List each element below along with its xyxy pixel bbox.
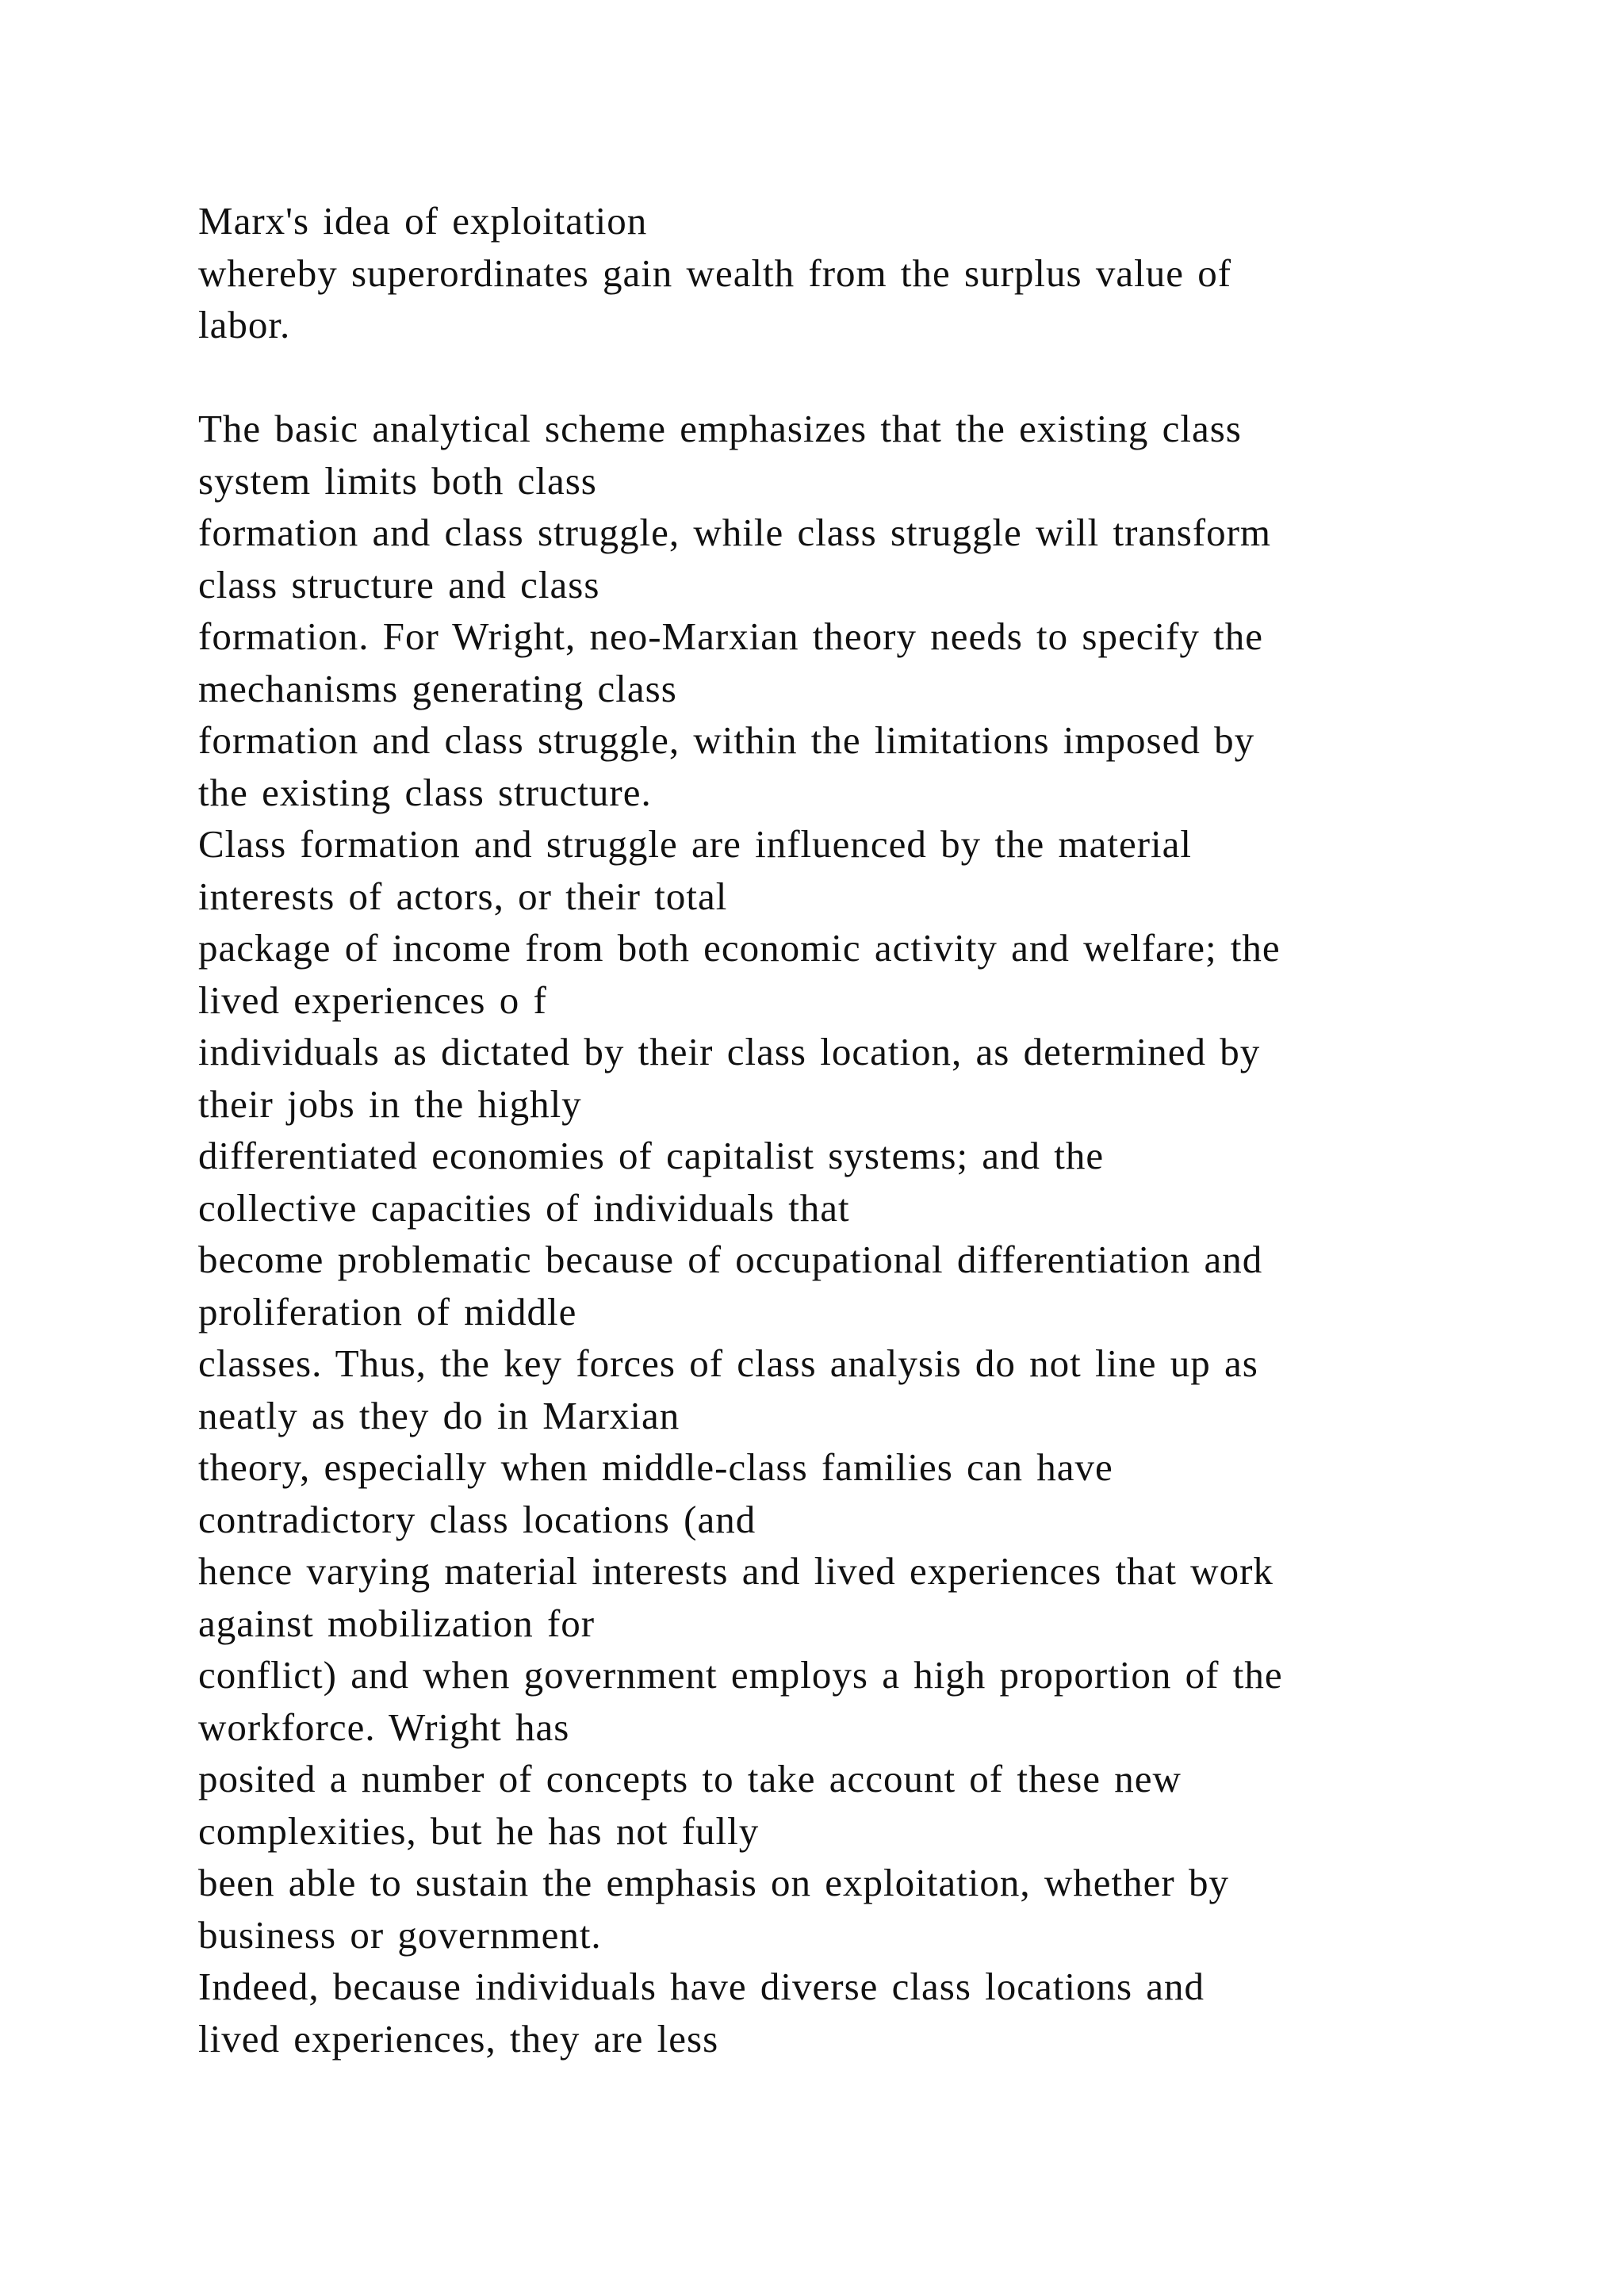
- text-line: complexities, but he has not fully: [198, 1808, 760, 1853]
- text-line: the existing class structure.: [198, 770, 652, 814]
- text-line: neatly as they do in Marxian: [198, 1393, 680, 1437]
- text-line: proliferation of middle: [198, 1289, 577, 1334]
- text-line: Class formation and struggle are influenced by the material: [198, 822, 1193, 866]
- text-line: formation and class struggle, within the limitations imposed by: [198, 718, 1255, 762]
- text-line: collective capacities of individuals that: [198, 1185, 850, 1230]
- text-line: interests of actors, or their total: [198, 874, 728, 918]
- text-line: been able to sustain the emphasis on exploitation, whether by: [198, 1861, 1229, 1904]
- text-line: formation and class struggle, while class struggle will transform: [198, 511, 1272, 554]
- text-line: workforce. Wright has: [198, 1705, 570, 1749]
- text-line: classes. Thus, the key forces of class analysis do not line up as: [198, 1341, 1258, 1385]
- paragraph-gap: [198, 351, 1507, 404]
- text-line: labor.: [198, 303, 291, 346]
- text-line: lived experiences o f: [198, 978, 547, 1022]
- text-line: mechanisms generating class: [198, 666, 677, 710]
- text-line: contradictory class locations (and: [198, 1497, 756, 1541]
- text-line: The basic analytical scheme emphasizes that the existing class: [198, 407, 1242, 450]
- text-line: whereby superordinates gain wealth from the surplus value of: [198, 251, 1232, 295]
- text-line: their jobs in the highly: [198, 1081, 582, 1126]
- text-line: against mobilization for: [198, 1601, 596, 1645]
- text-line: package of income from both economic activity and welfare; the: [198, 926, 1281, 970]
- text-line: theory, especially when middle-class families can have: [198, 1445, 1113, 1489]
- text-line: hence varying material interests and lived experiences that work: [198, 1549, 1274, 1593]
- text-line: differentiated economies of capitalist systems; and the: [198, 1134, 1105, 1177]
- text-line: lived experiences, they are less: [198, 2016, 719, 2061]
- text-line: formation. For Wright, neo-Marxian theory needs to specify the: [198, 614, 1264, 658]
- text-line: become problematic because of occupational differentiation and: [198, 1238, 1263, 1281]
- document-body: [198, 195, 1507, 2064]
- text-line: individuals as dictated by their class location, as determined by: [198, 1030, 1261, 1073]
- text-line: posited a number of concepts to take account of these new: [198, 1757, 1182, 1800]
- text-line: business or government.: [198, 1912, 602, 1957]
- text-line: class structure and class: [198, 562, 600, 607]
- text-line: Indeed, because individuals have diverse class locations and: [198, 1965, 1205, 2008]
- text-line: conflict) and when government employs a high proportion of the: [198, 1653, 1283, 1697]
- text-line: system limits both class: [198, 458, 597, 503]
- text-line: Marx's idea of exploitation: [198, 199, 648, 243]
